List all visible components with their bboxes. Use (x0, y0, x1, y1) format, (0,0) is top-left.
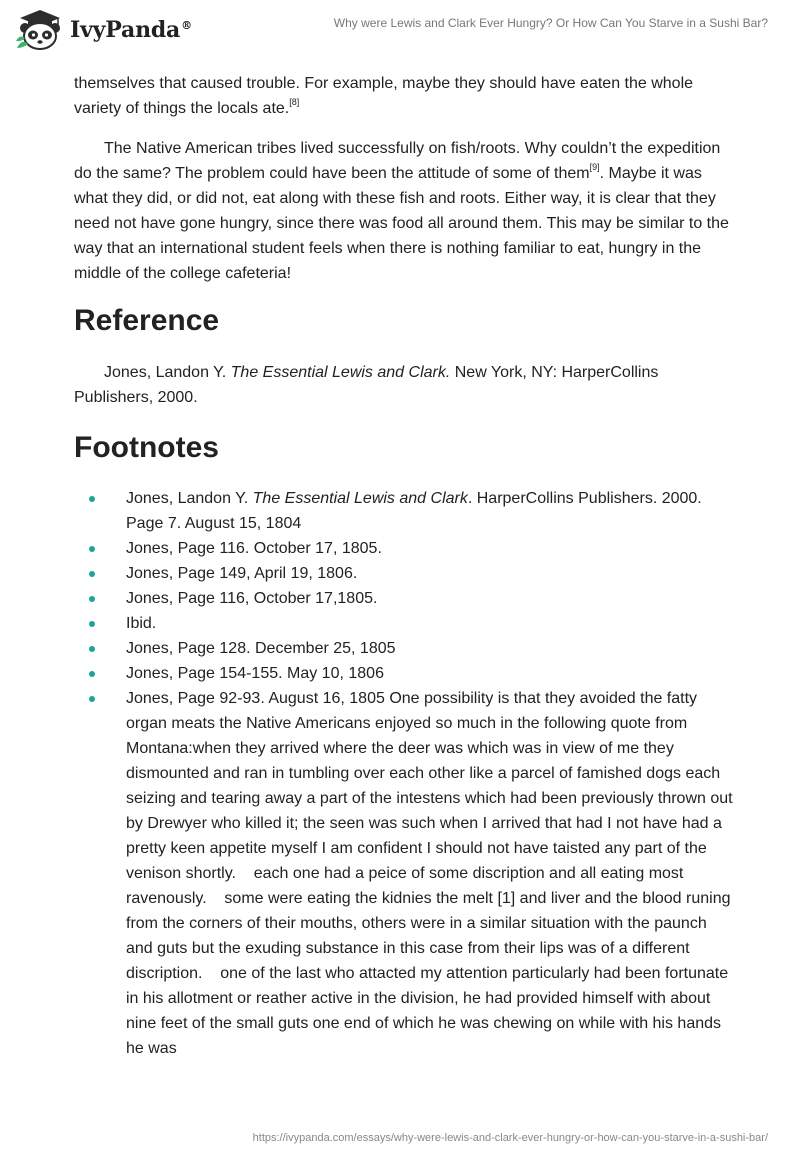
bullet-icon (89, 546, 95, 552)
bullet-icon (89, 621, 95, 627)
footnote-ref-8[interactable]: [8] (289, 96, 300, 107)
footnote-item: Jones, Page 116. October 17, 1805. (74, 536, 734, 561)
bullet-icon (89, 696, 95, 702)
bullet-icon (89, 596, 95, 602)
footnote-item: Jones, Landon Y. The Essential Lewis and Clark. HarperCollins Publishers. 2000. Page 7. August 15, 1804 (74, 486, 734, 536)
footnote-item: Ibid. (74, 611, 734, 636)
essay-content (74, 71, 734, 1061)
source-url[interactable]: https://ivypanda.com/essays/why-were-lewis-and-clark-ever-hungry-or-how-can-you-starve-in-a-sushi-bar/ (252, 1132, 768, 1144)
ivypanda-logo[interactable] (14, 8, 192, 52)
bullet-icon (89, 496, 95, 502)
bullet-icon (89, 571, 95, 577)
reference-heading: Reference (74, 304, 220, 337)
paragraph-2: The Native American tribes lived successfully on fish/roots. Why couldn’t the expedition do the same? The problem could have been the attitude of some of them[9]. Maybe it was what they did, or did not, eat along with these fish and roots. Either way, it is clear that they need not have gone hungry, since there was food all around them. This may be similar to the way that an international student feels when there is nothing familiar to eat, hungry in the middle of the college cafeteria! (74, 140, 729, 282)
footnote-item: Jones, Page 149, April 19, 1806. (74, 561, 734, 586)
footnote-ref-9[interactable]: [9] (589, 161, 600, 172)
footnote-item: Jones, Page 154-155. May 10, 1806 (74, 661, 734, 686)
footnote-item: Jones, Page 128. December 25, 1805 (74, 636, 734, 661)
brand-name: IvyPanda® (70, 17, 192, 43)
bullet-icon (89, 646, 95, 652)
footnote-item: Jones, Page 92-93. August 16, 1805 One possibility is that they avoided the fatty organ meats the Native Americans enjoyed so much in the following quote from Montana:when they arrived where the deer was which was in view of me they dismounted and ran in tumbling over each other like a parcel of famished dogs each seizing and tearing away a part of the intestens which had been previously thrown out by Drewyer who killed it; the seen was such when I arrived that had I not have had a pretty keen appetite myself I am confident I should not have taisted any part of the venison shortly. each one had a peice of some discription and all eating most ravenously. some were eating the kidnies the melt [1] and liver and the blood runing from the corners of their mouths, others were in a similar situation with the paunch and guts but the exuding substance in this case from their lips was of a different discription. one of the last who attacted my attention particularly had been fortunate in his allotment or reather active in the division, he had provided himself with about nine feet of the small guts one end of which he was chewing on while with his hands he was (74, 686, 734, 1061)
bullet-icon (89, 671, 95, 677)
footnote-item: Jones, Page 116, October 17,1805. (74, 586, 734, 611)
footnotes-heading: Footnotes (74, 431, 219, 464)
panda-logo-icon (14, 8, 66, 52)
paragraph-1: themselves that caused trouble. For example, maybe they should have eaten the whole variety of things the locals ate.[8] (74, 75, 694, 117)
footnotes-list (74, 486, 734, 1061)
document-title: Why were Lewis and Clark Ever Hungry? Or How Can You Starve in a Sushi Bar? (333, 16, 768, 30)
reference-entry: Jones, Landon Y. The Essential Lewis and Clark. New York, NY: HarperCollins Publishers, 2000. (74, 364, 659, 406)
page-header (0, 0, 800, 64)
